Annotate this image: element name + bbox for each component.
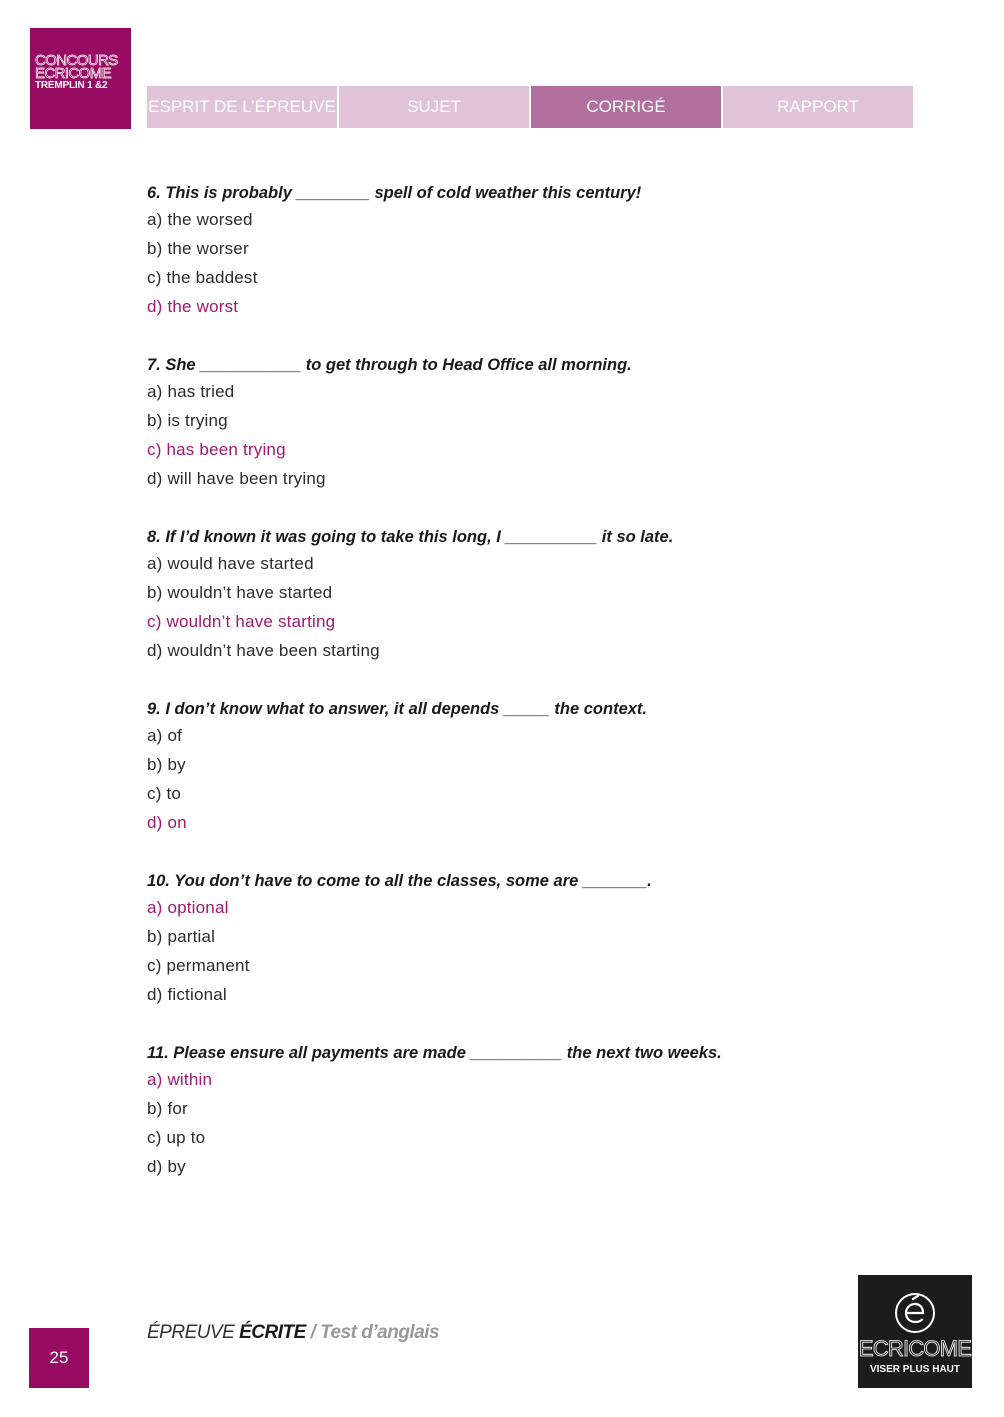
answer-option: b) partial [147,927,216,946]
answer-option: a) has tried [147,382,235,401]
brand-name: ECRICOME [858,1336,972,1361]
question-title: 11. Please ensure all payments are made __________ the next two weeks. [147,1044,722,1062]
logo-line-ecricome: ECRICOME [35,65,112,82]
answer-option-correct: a) within [147,1070,213,1089]
concours-logo [30,28,131,129]
question-title: 7. She ___________ to get through to Head Office all morning. [147,356,632,374]
answer-option-correct: c) wouldn’t have starting [147,612,336,631]
answer-option-correct: c) has been trying [147,440,286,459]
answer-option: a) would have started [147,554,314,573]
tab-sujet[interactable]: SUJET [339,86,529,128]
question-9 [147,697,907,842]
answer-option-correct: a) optional [147,898,229,917]
footer-title-separator: / [305,1322,321,1343]
question-10 [147,869,907,1014]
section-tabs [147,86,915,128]
ecricome-brand-logo [858,1275,972,1388]
question-title: 9. I don’t know what to answer, it all depends _____ the context. [147,700,647,718]
footer-title-ecrite: ÉCRITE [239,1322,306,1343]
answer-option: d) will have been trying [147,469,326,488]
answer-option: a) the worsed [147,210,253,229]
question-title: 8. If I’d known it was going to take this long, I __________ it so late. [147,528,674,546]
answer-option: b) by [147,755,186,774]
question-11 [147,1041,907,1186]
answer-option-correct: d) the worst [147,297,239,316]
answer-option: c) permanent [147,956,250,975]
answer-option: b) for [147,1099,188,1118]
ecricome-emblem-icon [893,1291,937,1335]
answer-option: b) wouldn’t have started [147,583,333,602]
tab-corrige[interactable]: CORRIGÉ [531,86,721,128]
answer-option: d) fictional [147,985,227,1004]
answer-option: c) up to [147,1128,206,1147]
question-title: 10. You don’t have to come to all the classes, some are _______. [147,872,652,890]
answer-option: c) the baddest [147,268,258,287]
logo-line-tremplin: TREMPLIN 1 &2 [35,80,108,91]
answer-option: b) the worser [147,239,249,258]
logo-line-concours: CONCOURS [35,52,118,69]
tab-rapport[interactable]: RAPPORT [723,86,913,128]
footer-title-epreuve: ÉPREUVE [147,1322,240,1343]
footer-title [147,1322,439,1344]
answer-option-correct: d) on [147,813,187,832]
question-6 [147,181,907,326]
questions-list [147,181,907,1213]
answer-option: b) is trying [147,411,228,430]
answer-option: d) by [147,1157,186,1176]
page-number: 25 [29,1328,89,1388]
question-title: 6. This is probably ________ spell of cold weather this century! [147,184,642,202]
brand-tagline: VISER PLUS HAUT [869,1364,960,1375]
answer-option: d) wouldn’t have been starting [147,641,380,660]
answer-option: c) to [147,784,182,803]
question-8 [147,525,907,670]
answer-option: a) of [147,726,183,745]
question-7 [147,353,907,498]
footer-title-subject: Test d’anglais [320,1322,440,1343]
tab-esprit-epreuve[interactable]: ESPRIT DE L’ÉPREUVE [147,86,337,128]
